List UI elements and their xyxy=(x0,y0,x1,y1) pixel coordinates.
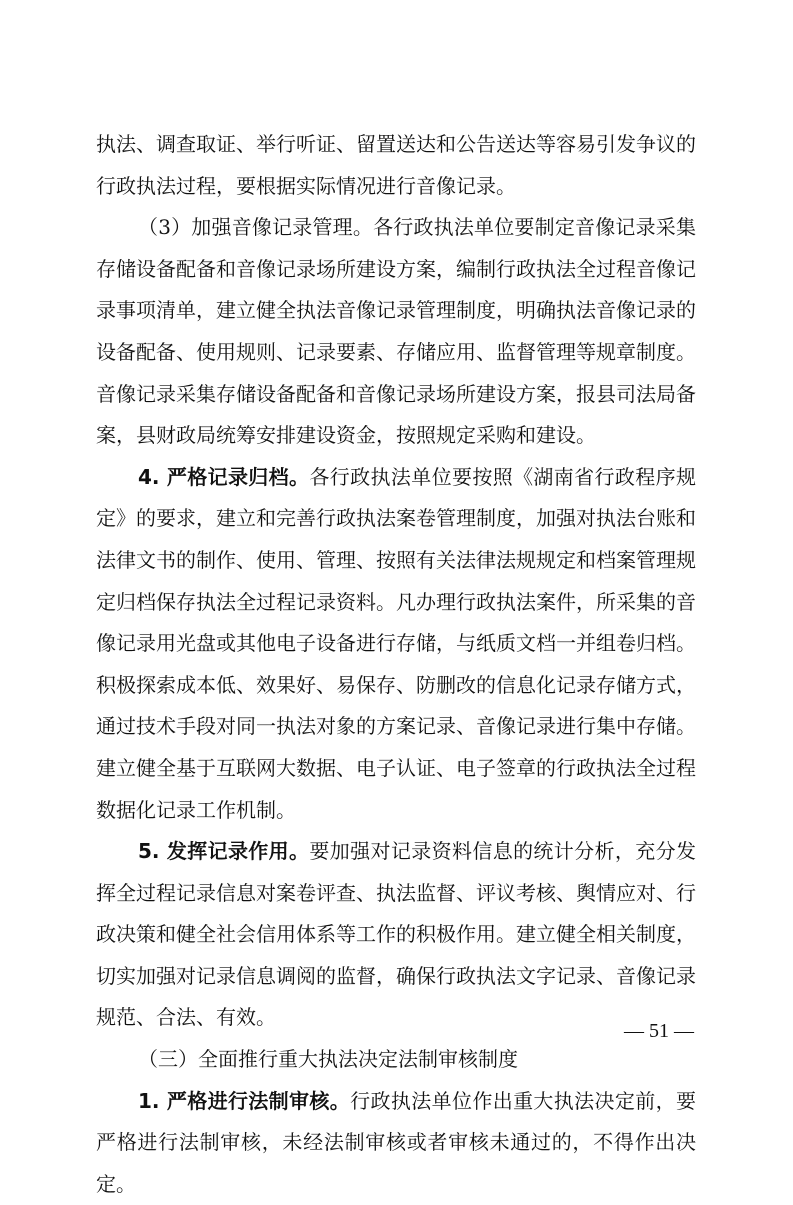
paragraph-lead: 1. 严格进行法制审核。 xyxy=(138,1088,351,1113)
paragraph-text: 要加强对记录资料信息的统计分析，充分发挥全过程记录信息对案卷评查、执法监督、评议考核、舆情应对、行政决策和健全社会信用体系等工作的积极作用。建立健全相关制度，切实加强对记录信息调阅的监督，确保行政执法文字记录、音像记录规范、合法、有效。 xyxy=(96,839,696,1030)
paragraph-lead: 4. 严格记录归档。 xyxy=(138,464,310,489)
paragraph-text: （3）加强音像记录管理。各行政执法单位要制定音像记录采集存储设备配备和音像记录场所建设方案，编制行政执法全过程音像记录事项清单，建立健全执法音像记录管理制度，明确执法音像记录的设备配备、使用规则、记录要素、存储应用、监督管理等规章制度。音像记录采集存储设备配备和音像记录场所建设方案，报县司法局备案，县财政局统筹安排建设资金，按照规定采购和建设。 xyxy=(96,215,696,448)
page-number: — 51 — xyxy=(624,1020,694,1042)
paragraph-lead: 5. 发挥记录作用。 xyxy=(138,839,310,864)
paragraph-audio-video-management xyxy=(96,207,696,457)
section-heading: （三）全面推行重大执法决定法制审核制度 xyxy=(138,1047,518,1072)
paragraph-continuation xyxy=(96,124,696,207)
paragraph-text: 行政执法单位作出重大执法决定前，要严格进行法制审核，未经法制审核或者审核未通过的，不得作出决定。 xyxy=(96,1088,696,1196)
paragraph-text: 执法、调查取证、举行听证、留置送达和公告送达等容易引发争议的行政执法过程，要根据实际情况进行音像记录。 xyxy=(96,132,696,198)
paragraph-legal-review xyxy=(96,1081,696,1205)
paragraph-record-usage xyxy=(96,831,696,1039)
paragraph-text: 各行政执法单位要按照《湖南省行政程序规定》的要求，建立和完善行政执法案卷管理制度，加强对执法台账和法律文书的制作、使用、管理、按照有关法律法规规定和档案管理规定归档保存执法全过程记录资料。凡办理行政执法案件，所采集的音像记录用光盘或其他电子设备进行存储，与纸质文档一并组卷归档。积极探索成本低、效果好、易保存、防删改的信息化记录存储方式，通过技术手段对同一执法对象的方案记录、音像记录进行集中存储。建立健全基于互联网大数据、电子认证、电子签章的行政执法全过程数据化记录工作机制。 xyxy=(96,464,696,822)
paragraph-record-archiving xyxy=(96,457,696,831)
